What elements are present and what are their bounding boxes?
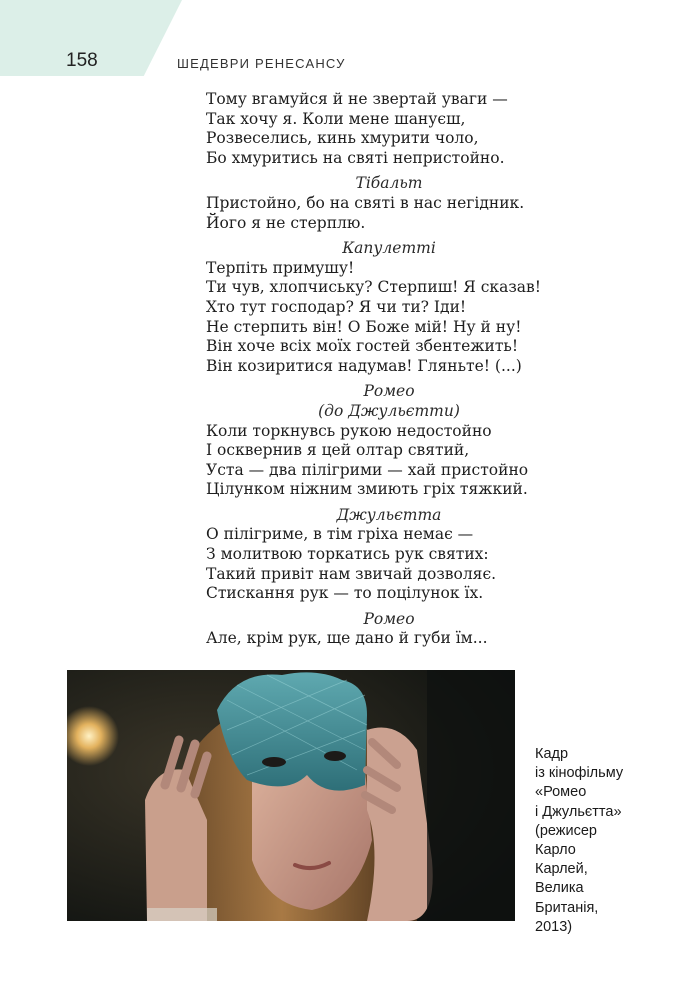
speaker-name: Тібальт	[355, 174, 423, 193]
verse-block	[206, 382, 546, 500]
verse-line: І осквернив я цей олтар святий,	[206, 441, 470, 460]
verse-line: Ти чув, хлопчиську? Стерпиш! Я сказав!	[206, 278, 541, 297]
caption-line: Британія,	[535, 899, 599, 916]
page-number: 158	[66, 50, 98, 71]
dark-figure	[427, 670, 515, 921]
verse-line: Цілунком ніжним змиють гріх тяжкий.	[206, 480, 528, 499]
verse-line: Не стерпить він! О Боже мій! Ну й ну!	[206, 317, 522, 336]
speaker-name: Джульєтта	[336, 505, 442, 524]
caption-line: і Джульєтта»	[535, 803, 622, 820]
caption-line: Карлей,	[535, 861, 588, 878]
right-eye	[324, 751, 346, 761]
caption-line: Кадр	[535, 746, 569, 762]
verse-line: З молитвою торкатись рук святих:	[206, 545, 489, 564]
speaker-name: Ромео	[363, 382, 415, 401]
verse-line: Пристойно, бо на святі в нас негідник.	[206, 193, 525, 212]
caption-line: із кінофільму	[535, 765, 624, 782]
caption-line: Карло	[535, 842, 576, 859]
stage-direction: (до Джульєтти)	[318, 401, 460, 420]
verse-block	[206, 239, 546, 376]
photo-caption	[535, 745, 645, 937]
verse-block	[206, 174, 546, 233]
speaker-name: Капулетті	[342, 239, 436, 258]
verse-line: Коли торкнувсь рукою недостойно	[206, 421, 492, 440]
verse-block	[206, 506, 546, 604]
verse-line: Але, крім рук, ще дано й губи їм...	[206, 629, 488, 648]
verse-line: Такий привіт нам звичай дозволяє.	[206, 564, 497, 583]
section-title: ШЕДЕВРИ РЕНЕСАНСУ	[177, 56, 346, 71]
verse-line: Розвеселись, кинь хмурити чоло,	[206, 129, 479, 148]
verse-line: Уста — два пілігрими — хай пристойно	[206, 460, 529, 479]
verse-line: Бо хмуритись на святі непристойно.	[206, 148, 505, 167]
verse-line: О пілігриме, в тім гріха немає —	[206, 525, 474, 544]
verse-line: Терпіть примушу!	[206, 258, 355, 277]
left-eye	[262, 757, 286, 767]
verse-line: Стискання рук — то поцілунок їх.	[206, 584, 484, 603]
caption-line: 2013)	[535, 918, 573, 935]
caption-line: «Ромео	[535, 784, 587, 801]
verse-text	[206, 90, 546, 649]
verse-line: Його я не стерплю.	[206, 213, 366, 232]
lace-cuff	[147, 908, 217, 921]
masked-face-illustration	[67, 670, 515, 921]
verse-line: Тому вгамуйся й не звертай уваги —	[206, 90, 508, 108]
verse-line: Хто тут господар? Я чи ти? Іди!	[206, 297, 467, 316]
verse-block	[206, 90, 546, 168]
verse-line: Так хочу я. Коли мене шануєш,	[206, 109, 466, 128]
verse-line: Він козиритися надумав! Гляньте! (...)	[206, 356, 522, 375]
caption-line: Велика	[535, 880, 584, 897]
film-still-photo	[67, 670, 515, 921]
verse-block	[206, 610, 546, 649]
speaker-name: Ромео	[363, 609, 415, 628]
verse-line: Він хоче всіх моїх гостей збентежить!	[206, 337, 519, 356]
caption-line: (режисер	[535, 822, 597, 839]
